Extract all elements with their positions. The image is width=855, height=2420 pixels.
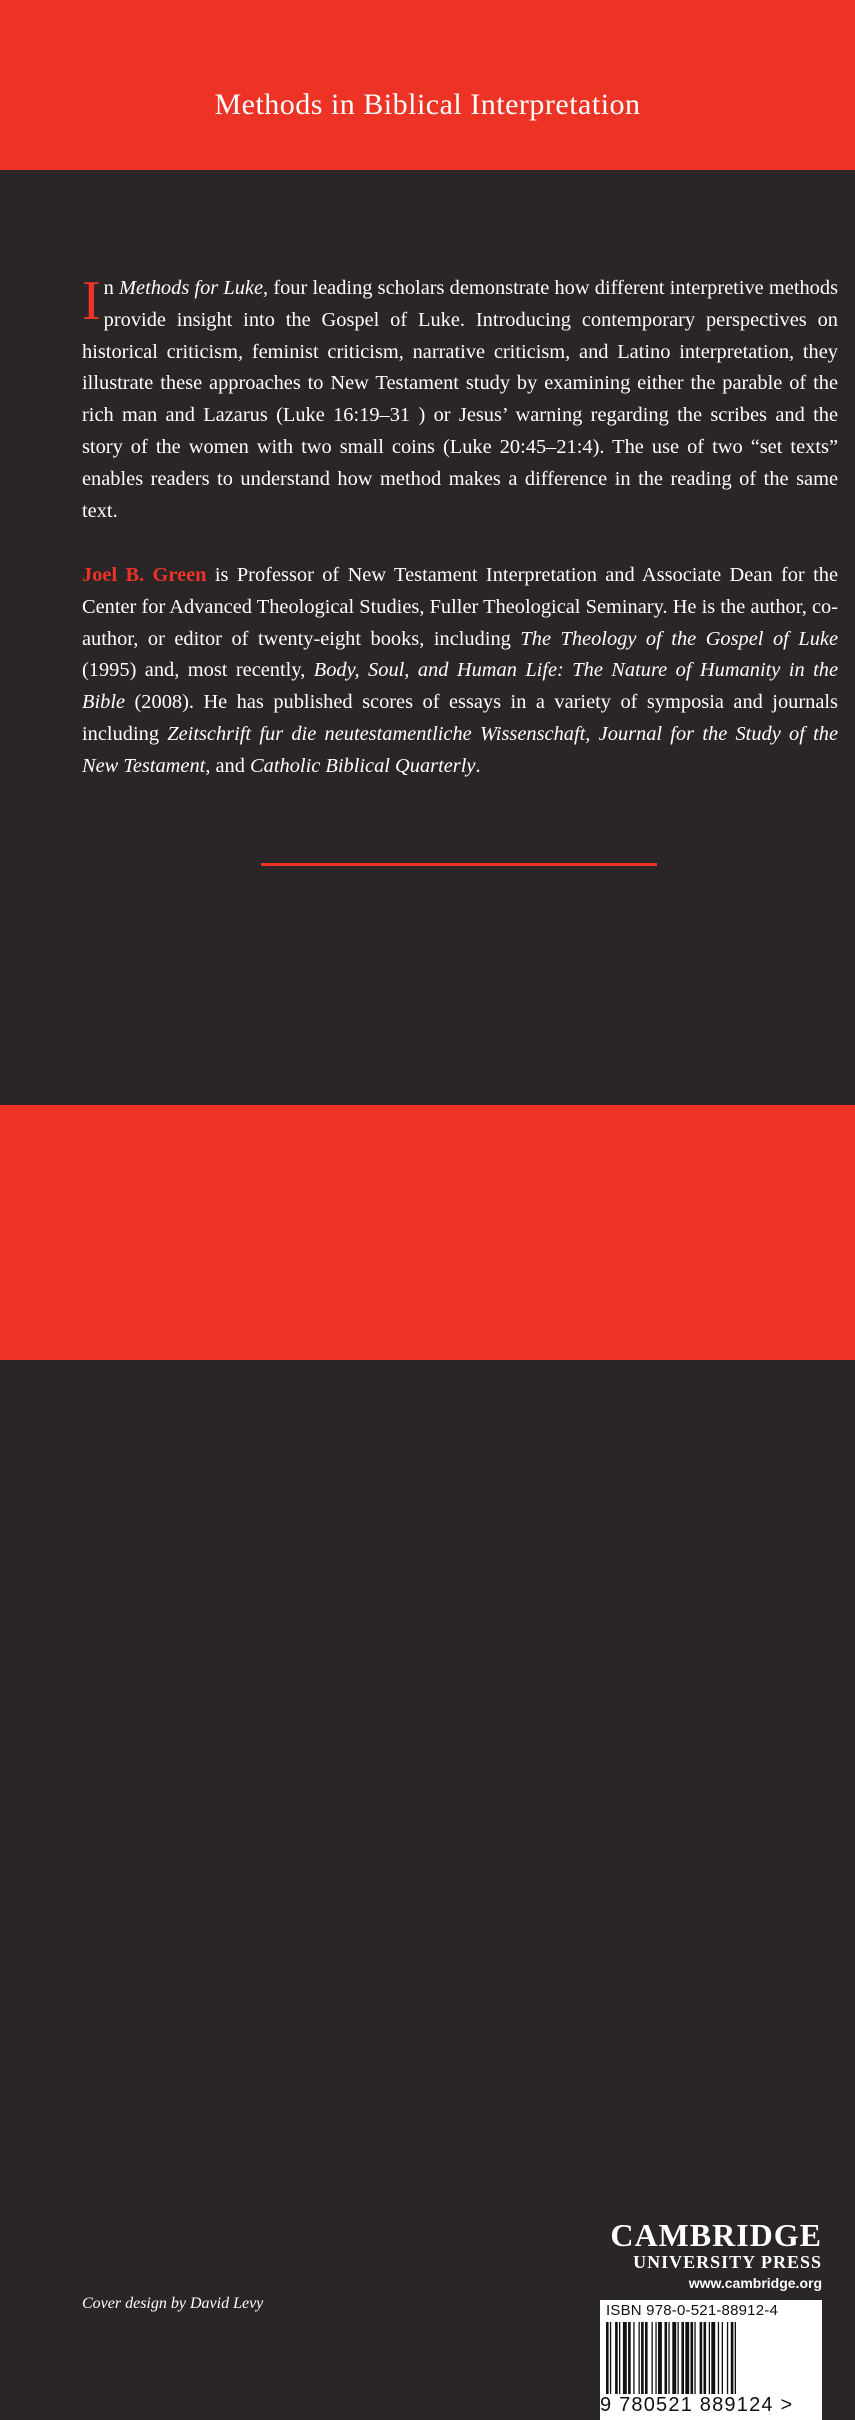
cover-design-credit: Cover design by David Levy — [82, 2295, 264, 2312]
barcode-bar — [681, 2322, 684, 2394]
barcode-bar — [619, 2322, 620, 2394]
barcode-bar — [722, 2322, 723, 2394]
blurb-segment: , four leading scholars demonstrate how different interpretive methods provide insight into the Gospel of Luke. Introducing contemporary perspectives on historical criticism, feminist criticism, narrative criticism, and Latino interpretation, they illustrate these approaches to New Testament study by examining either the parable of the rich man and Lazarus (Luke 16:19–31 ) or Jesus’ warning regarding the scribes and the story of the women with two small coins (Luke 20:45–21:4). The use of two “set texts” enables readers to understand how method makes a difference in the reading of the same text. — [82, 277, 839, 522]
barcode-bar — [633, 2322, 634, 2394]
bio-segment: Catholic Biblical Quarterly — [250, 754, 476, 777]
barcode-bar — [658, 2322, 662, 2394]
barcode-bar — [639, 2322, 640, 2394]
author-name: Joel B. Green — [82, 564, 207, 586]
barcode-bar — [700, 2322, 703, 2394]
barcode-bar — [709, 2322, 710, 2394]
bio-segment: . — [475, 754, 481, 777]
blurb-text — [82, 270, 839, 522]
barcode-bar — [691, 2322, 694, 2394]
bio-segment: , and — [205, 754, 251, 777]
barcode-bar — [665, 2322, 668, 2394]
barcode-bar — [645, 2322, 648, 2394]
barcode-bar — [711, 2322, 715, 2394]
bio-segment: Body, Soul, and Human Life: The Nature of Humanity in the Bible — [82, 659, 838, 714]
divider-rule — [261, 863, 657, 866]
barcode-bar — [685, 2322, 689, 2394]
bio-segment: Zeitschrift fur die neutestamentliche Wissenschaft — [167, 722, 586, 745]
barcode-bar — [668, 2322, 669, 2394]
barcode-bar — [615, 2322, 618, 2394]
barcode-bar — [641, 2322, 644, 2394]
publisher-subtitle: UNIVERSITY PRESS — [633, 2252, 822, 2272]
bio-segment: The Theology of the Gospel of Luke — [520, 627, 838, 650]
blurb-segment: n — [103, 277, 120, 299]
barcode-bar — [718, 2322, 719, 2394]
barcode-bar — [652, 2322, 653, 2394]
barcode-bar — [628, 2322, 631, 2394]
bio-segment: , — [585, 722, 599, 745]
barcode-bar — [731, 2322, 734, 2394]
footer-band — [0, 1105, 855, 2416]
barcode-bar — [735, 2322, 736, 2394]
barcode-bar — [655, 2322, 656, 2394]
barcode-bar — [672, 2322, 676, 2394]
barcode-bar — [704, 2322, 707, 2394]
barcode-digits: 9 780521 889124 > — [600, 2394, 794, 2416]
author-bio — [82, 560, 838, 783]
barcode-bar — [727, 2322, 728, 2394]
bio-text — [82, 564, 838, 777]
bio-segment: (1995) and, most recently, — [82, 659, 314, 682]
series-title: Methods in Biblical Interpretation — [214, 88, 641, 121]
barcode-bar — [610, 2322, 611, 2394]
barcode-box — [600, 2300, 822, 2420]
bio-segment: is Professor of New Testament Interpretation and Associate Dean for the Center for Advanced Theological Studies, Fuller Theological Seminary. He is the author, co-author, or editor of twenty-eight books, including — [82, 564, 838, 650]
publisher-name: CAMBRIDGE — [610, 2217, 822, 2253]
barcode-bar — [623, 2322, 627, 2394]
dropcap: I — [82, 270, 101, 332]
bio-segment: (2008). He has published scores of essays in a variety of symposia and journals including — [82, 691, 838, 745]
barcode-image — [606, 2322, 816, 2394]
barcode-bar — [694, 2322, 695, 2394]
header-band — [0, 0, 855, 170]
bio-segment: Journal for the Study of the New Testament — [82, 722, 839, 777]
publisher-logo — [590, 2218, 822, 2294]
barcode-bar — [606, 2322, 609, 2394]
isbn-label: ISBN 978-0-521-88912-4 — [606, 2302, 779, 2319]
barcode-bar — [678, 2322, 679, 2394]
blurb-segment: Methods for Luke — [119, 277, 264, 299]
publisher-url: www.cambridge.org — [688, 2275, 822, 2291]
blurb-paragraph — [82, 270, 839, 527]
